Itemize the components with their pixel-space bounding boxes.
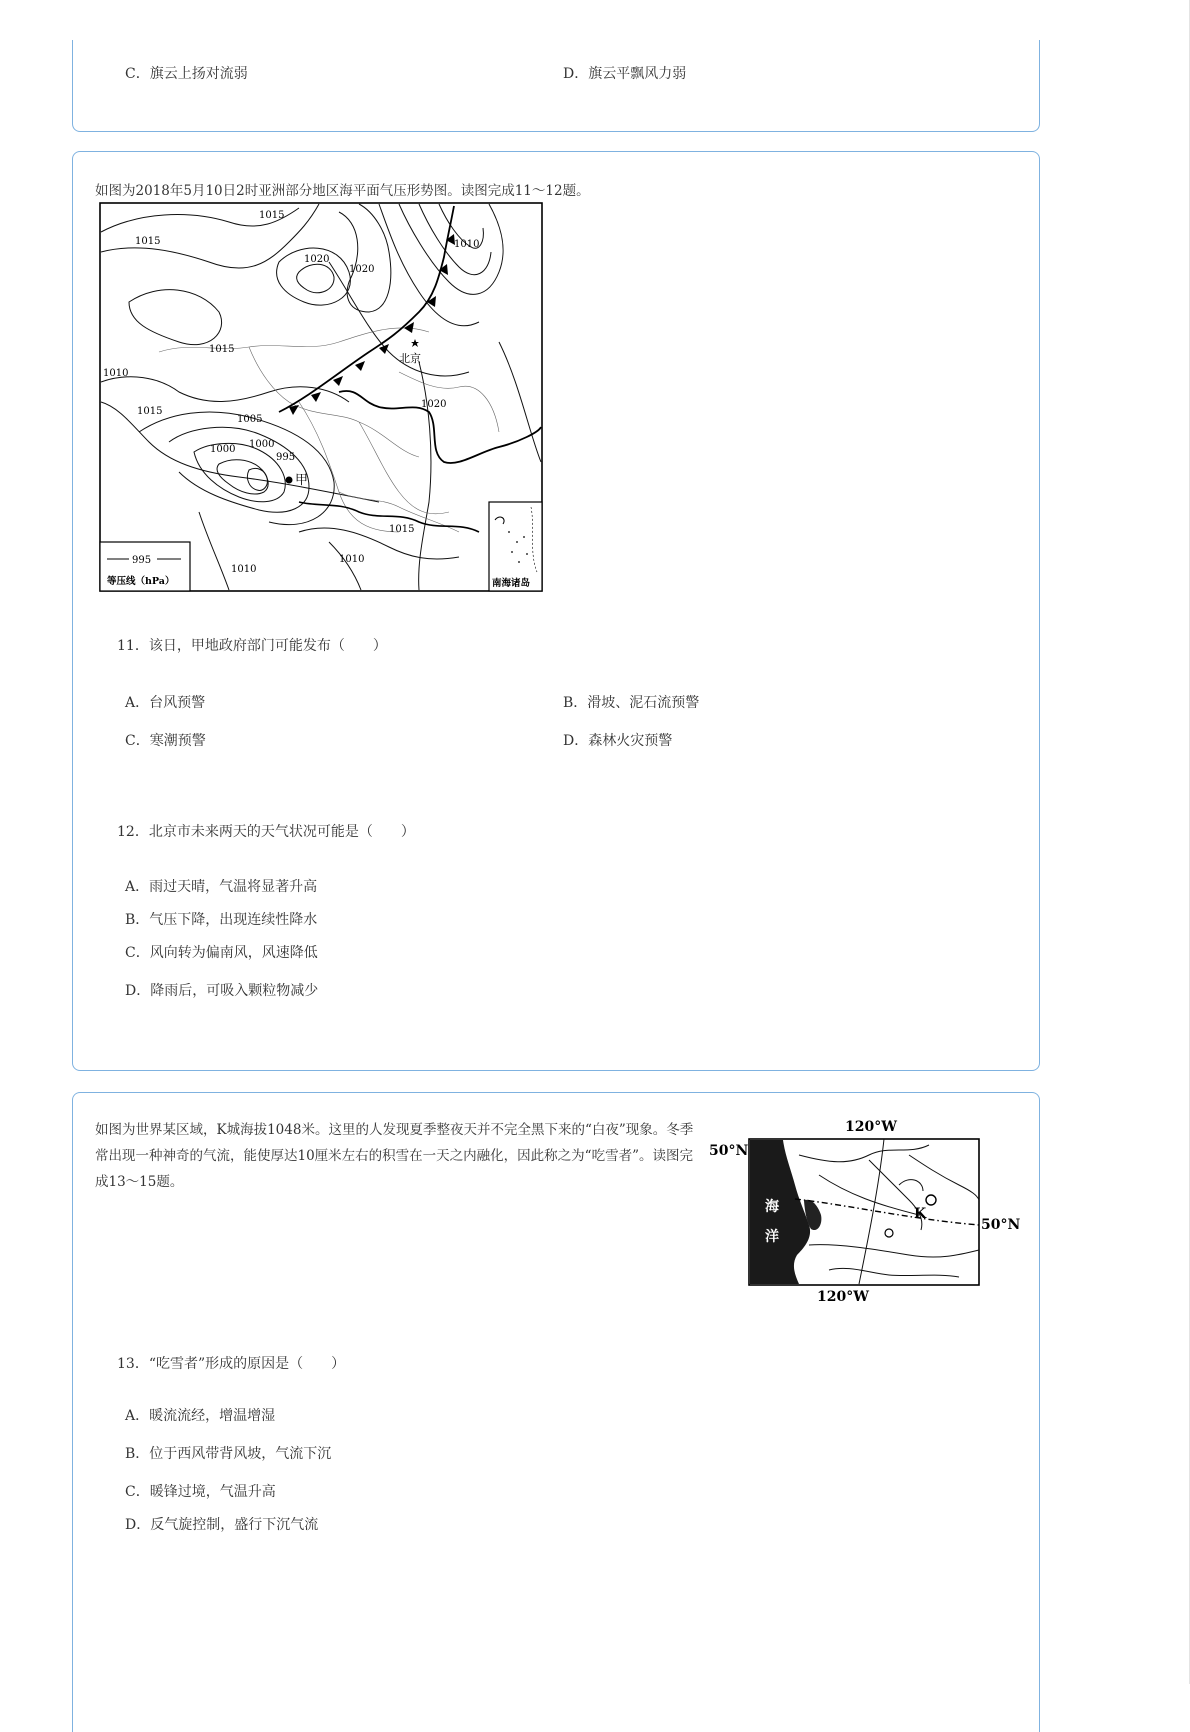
q12-option-b[interactable]: B．气压下降，出现连续性降水: [125, 912, 318, 928]
q11-option-b[interactable]: B．滑坡、泥石流预警: [563, 695, 700, 711]
isobar-label: 1010: [231, 564, 257, 575]
k-city-icon: [926, 1195, 936, 1205]
isobar-label: 1020: [421, 399, 447, 410]
point-label-jia: 甲: [295, 473, 309, 488]
question-11-stem: 11．该日，甲地政府部门可能发布（ ）: [117, 638, 387, 654]
ocean-label-1: 海: [765, 1199, 779, 1215]
isobar-label: 1015: [259, 210, 285, 221]
legend-value: 995: [132, 555, 152, 566]
q13-option-a[interactable]: A．暖流流经，增温增湿: [125, 1408, 276, 1424]
map-legend: [100, 542, 190, 591]
jia-point-icon: [286, 477, 293, 484]
isobar-label: 1005: [237, 414, 263, 425]
isobar-label: 1010: [454, 239, 480, 250]
isobar-label: 1020: [304, 254, 330, 265]
longitude-label-bottom: 120°W: [817, 1289, 869, 1305]
inset-label: 南海诸岛: [492, 578, 531, 589]
isobar-label: 1020: [349, 264, 375, 275]
isobar-label: 1010: [103, 368, 129, 379]
question-card-10: [72, 40, 1040, 132]
q13-option-d[interactable]: D．反气旋控制，盛行下沉气流: [125, 1517, 319, 1533]
isobar-label: 1015: [135, 236, 161, 247]
question-13-stem: 13．“吃雪者”形成的原因是（ ）: [117, 1356, 346, 1372]
q11-option-c[interactable]: C．寒潮预警: [125, 733, 206, 749]
latitude-label-right: 50°N: [981, 1217, 1021, 1233]
pressure-map: [99, 202, 543, 592]
ocean-label-2: 洋: [765, 1229, 779, 1245]
q13-option-c[interactable]: C．暖锋过境，气温升高: [125, 1484, 276, 1500]
isobar-label: 995: [276, 452, 296, 463]
option-c[interactable]: C．旗云上扬对流弱: [125, 66, 248, 82]
isobar-label: 1000: [210, 444, 236, 455]
question-card-11-12: [72, 151, 1040, 1071]
question-12-stem: 12．北京市未来两天的天气状况可能是（ ）: [117, 824, 415, 840]
passage-intro: 如图为2018年5月10日2时亚洲部分地区海平面气压形势图。读图完成11～12题。: [95, 183, 590, 199]
q12-option-a[interactable]: A．雨过天晴，气温将显著升高: [125, 879, 318, 895]
south-china-sea-inset: [489, 502, 542, 591]
q11-option-a[interactable]: A．台风预警: [125, 695, 206, 711]
city-label-beijing: 北京: [399, 352, 421, 365]
question-card-13-15: [72, 1092, 1040, 1732]
isobar-label: 1015: [137, 406, 163, 417]
isobar-label: 1000: [249, 439, 275, 450]
isobar-label: 1010: [339, 554, 365, 565]
longitude-label-top: 120°W: [845, 1119, 897, 1135]
q12-option-c[interactable]: C．风向转为偏南风，风速降低: [125, 945, 318, 961]
city-label-k: K: [914, 1206, 927, 1222]
q12-option-d[interactable]: D．降雨后，可吸入颗粒物减少: [125, 983, 319, 999]
latitude-label-left: 50°N: [709, 1143, 749, 1159]
q13-option-b[interactable]: B．位于西风带背风坡，气流下沉: [125, 1446, 332, 1462]
legend-label: 等压线（hPa）: [107, 576, 175, 587]
option-d[interactable]: D．旗云平飘风力弱: [563, 66, 687, 82]
isobar-label: 1015: [389, 524, 415, 535]
passage-intro: 如图为世界某区域，K城海拔1048米。这里的人发现夏季整夜天并不完全黑下来的“白夜”现象。冬季常出现一种神奇的气流，能使厚达10厘米左右的积雪在一天之内融化，因此称之为“吃雪者”。读图完成13～15题。: [95, 1122, 694, 1190]
region-map: [709, 1115, 1021, 1305]
isobar-label: 1015: [209, 344, 235, 355]
q11-option-d[interactable]: D．森林火灾预警: [563, 733, 673, 749]
